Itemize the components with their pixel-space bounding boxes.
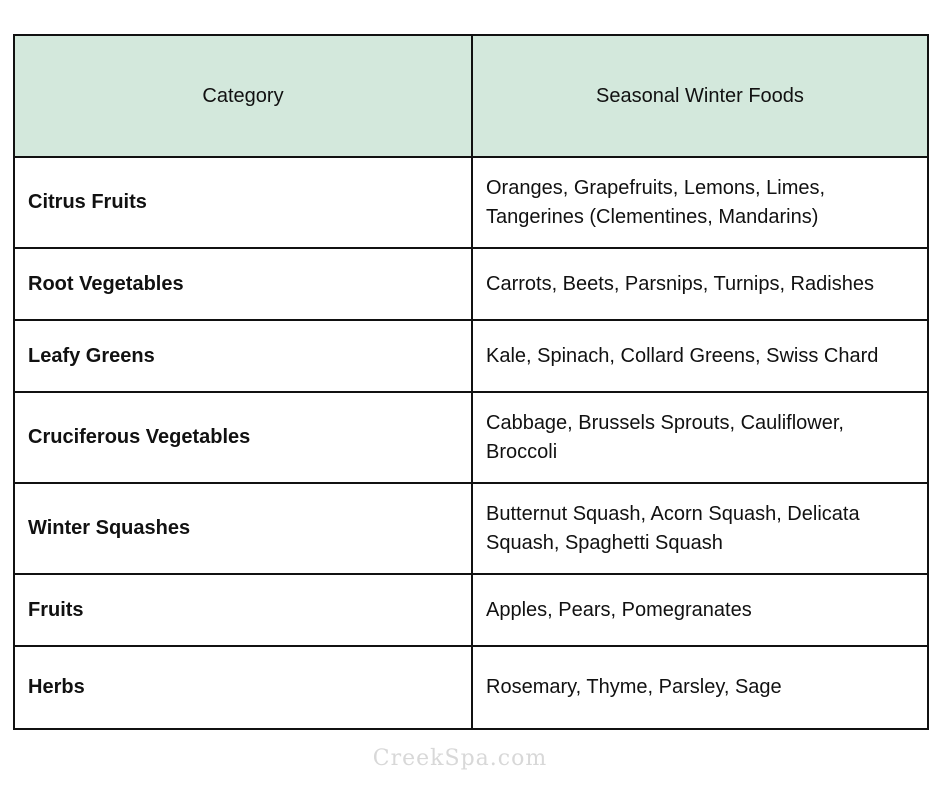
category-cell: Cruciferous Vegetables	[14, 392, 472, 483]
foods-cell: Butternut Squash, Acorn Squash, Delicata Squash, Spaghetti Squash	[472, 483, 928, 574]
seasonal-foods-table-container	[13, 34, 927, 730]
table-row	[14, 248, 928, 320]
table-header-row	[14, 35, 928, 157]
foods-cell: Carrots, Beets, Parsnips, Turnips, Radishes	[472, 248, 928, 320]
category-cell: Fruits	[14, 574, 472, 646]
category-cell: Citrus Fruits	[14, 157, 472, 248]
table-row	[14, 320, 928, 392]
table-row	[14, 392, 928, 483]
category-cell: Herbs	[14, 646, 472, 729]
category-cell: Root Vegetables	[14, 248, 472, 320]
foods-cell: Kale, Spinach, Collard Greens, Swiss Chard	[472, 320, 928, 392]
header-category: Category	[14, 35, 472, 157]
seasonal-foods-table	[13, 34, 929, 730]
table-row	[14, 157, 928, 248]
category-cell: Leafy Greens	[14, 320, 472, 392]
site-watermark: CreekSpa.com	[372, 746, 548, 771]
foods-cell: Oranges, Grapefruits, Lemons, Limes, Tangerines (Clementines, Mandarins)	[472, 157, 928, 248]
foods-cell: Cabbage, Brussels Sprouts, Cauliflower, Broccoli	[472, 392, 928, 483]
table-row	[14, 574, 928, 646]
table-row	[14, 483, 928, 574]
foods-cell: Apples, Pears, Pomegranates	[472, 574, 928, 646]
category-cell: Winter Squashes	[14, 483, 472, 574]
foods-cell: Rosemary, Thyme, Parsley, Sage	[472, 646, 928, 729]
table-row	[14, 646, 928, 729]
header-seasonal-foods: Seasonal Winter Foods	[472, 35, 928, 157]
